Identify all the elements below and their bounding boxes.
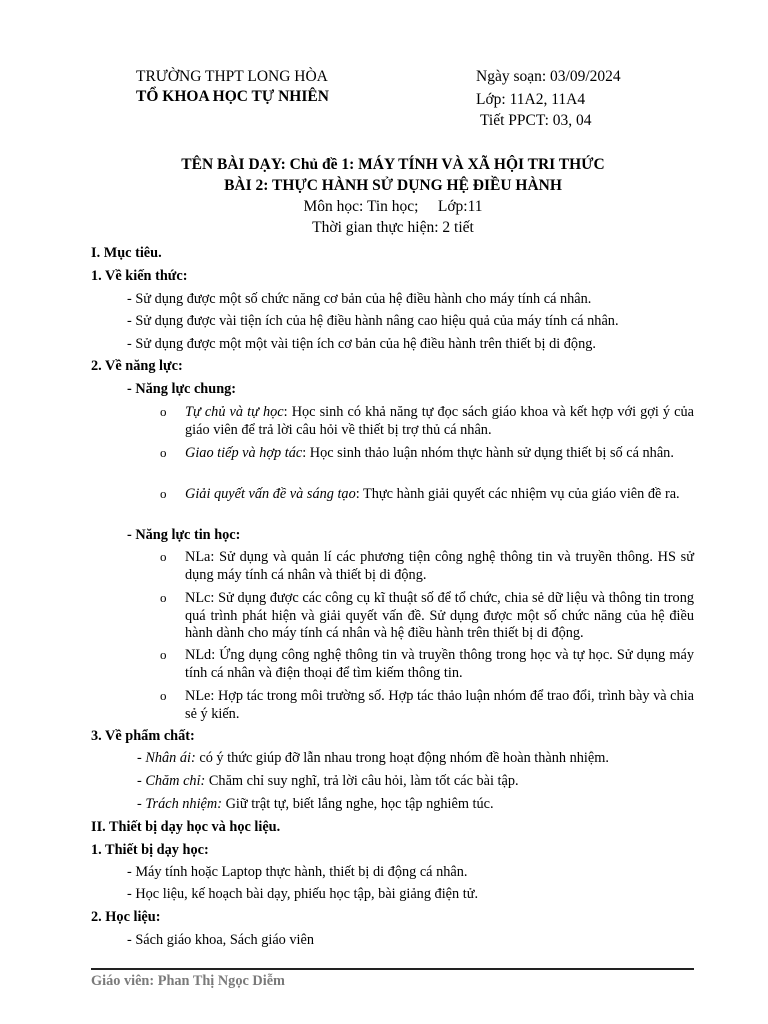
knowledge-item: - Sử dụng được một một vài tiện ích cơ bản của hệ điều hành trên thiết bị di động. xyxy=(127,336,596,352)
ppct-period: Tiết PPCT: 03, 04 xyxy=(480,112,592,129)
bullet-icon: o xyxy=(160,404,167,419)
it-competence-item: NLa: Sử dụng và quản lí các phương tiện công nghệ thông tin và truyền thông. HS sử dụng máy tính cá nhân và thiết bị di động. xyxy=(185,549,694,583)
general-competence-item: Giao tiếp và hợp tác: Học sinh thảo luận nhóm thực hành sử dụng thiết bị số cá nhân. xyxy=(185,445,674,461)
class-list: Lớp: 11A2, 11A4 xyxy=(476,91,586,108)
general-competence-item: Tự chủ và tự học: Học sinh có khả năng tự đọc sách giáo khoa và kết hợp với gợi ý của giáo viên để trả lời câu hỏi về thiết bị trợ thủ cá nhân. xyxy=(185,404,694,438)
equipment-item: - Học liệu, kế hoạch bài dạy, phiếu học tập, bài giảng điện tử. xyxy=(127,886,479,902)
knowledge-item: - Sử dụng được vài tiện ích của hệ điều hành nâng cao hiệu quả của máy tính cá nhân. xyxy=(127,313,619,329)
lesson-subtitle: BÀI 2: THỰC HÀNH SỬ DỤNG HỆ ĐIỀU HÀNH xyxy=(224,177,562,194)
quality-item: - Chăm chỉ: Chăm chỉ suy nghĩ, trả lời câu hỏi, làm tốt các bài tập. xyxy=(137,773,519,789)
bullet-icon: o xyxy=(160,549,167,564)
lesson-title: TÊN BÀI DẠY: Chủ đề 1: MÁY TÍNH VÀ XÃ HỘI TRI THỨC xyxy=(181,156,605,173)
materials-heading: 2. Học liệu: xyxy=(91,909,161,925)
general-competence-heading: - Năng lực chung: xyxy=(127,381,237,397)
bullet-icon: o xyxy=(160,486,167,501)
it-competence-item: NLd: Ứng dụng công nghệ thông tin và truyền thông trong học và tự học. Sử dụng máy tính cá nhân và điện thoại để tìm kiếm thông tin. xyxy=(185,647,694,681)
bullet-icon: o xyxy=(160,445,167,460)
general-competence-item: Giải quyết vấn đề và sáng tạo: Thực hành giải quyết các nhiệm vụ của giáo viên đề ra. xyxy=(185,486,680,502)
duration-line: Thời gian thực hiện: 2 tiết xyxy=(312,219,474,236)
prep-date: Ngày soạn: 03/09/2024 xyxy=(476,68,621,85)
department-name: TỔ KHOA HỌC TỰ NHIÊN xyxy=(136,88,329,105)
bullet-icon: o xyxy=(160,590,167,605)
equipment-item: - Máy tính hoặc Laptop thực hành, thiết bị di động cá nhân. xyxy=(127,864,468,880)
bullet-icon: o xyxy=(160,647,167,662)
knowledge-item: - Sử dụng được một số chức năng cơ bản của hệ điều hành cho máy tính cá nhân. xyxy=(127,291,592,307)
equipment-heading: 1. Thiết bị dạy học: xyxy=(91,842,209,858)
bullet-icon: o xyxy=(160,688,167,703)
footer-teacher: Giáo viên: Phan Thị Ngọc Diễm xyxy=(91,973,285,989)
qualities-heading: 3. Về phẩm chất: xyxy=(91,728,195,744)
school-name: TRƯỜNG THPT LONG HÒA xyxy=(136,68,328,85)
footer-divider xyxy=(91,968,694,970)
quality-item: - Nhân ái: có ý thức giúp đỡ lẫn nhau trong hoạt động nhóm đề hoàn thành nhiệm. xyxy=(137,750,609,766)
materials-item: - Sách giáo khoa, Sách giáo viên xyxy=(127,932,314,948)
it-competence-item: NLc: Sử dụng được các công cụ kĩ thuật số để tổ chức, chia sẻ dữ liệu và thông tin trong quá trình phát hiện và giải quyết vấn đề. Sử dụng được một số chức năng của hệ điều hành dành cho máy tính cá nhân và hệ điều hành trên thiết bị di động. xyxy=(185,590,694,641)
it-competence-heading: - Năng lực tin học: xyxy=(127,527,241,543)
subject-line: Môn học: Tin học; Lớp:11 xyxy=(303,198,483,215)
knowledge-heading: 1. Về kiến thức: xyxy=(91,268,188,284)
section-1-heading: I. Mục tiêu. xyxy=(91,245,162,261)
section-2-heading: II. Thiết bị dạy học và học liệu. xyxy=(91,819,281,835)
competence-heading: 2. Về năng lực: xyxy=(91,358,183,374)
it-competence-item: NLe: Hợp tác trong môi trường số. Hợp tác thảo luận nhóm để trao đổi, trình bày và chia sẻ ý kiến. xyxy=(185,688,694,722)
quality-item: - Trách nhiệm: Giữ trật tự, biết lắng nghe, học tập nghiêm túc. xyxy=(137,796,494,812)
